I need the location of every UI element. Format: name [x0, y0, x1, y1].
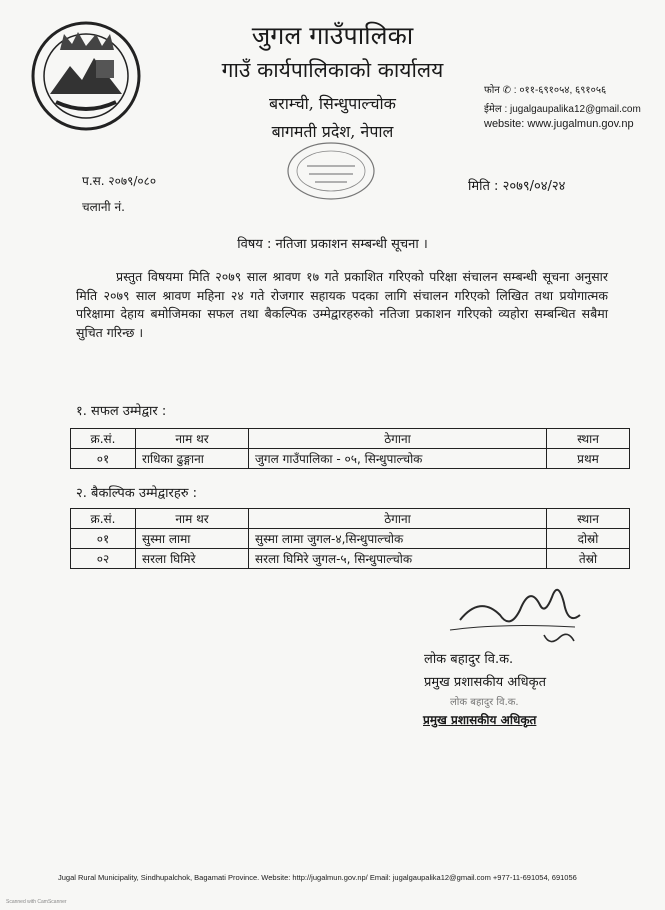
footer-contact: Jugal Rural Municipality, Sindhupalchok, Bagamati Province. Website: http://jugalmun.gov.np/ Email: jugalgaupalika12@gmail.com +977-11-691054, 691056 — [58, 873, 577, 882]
col-serial: क्र.सं. — [71, 429, 136, 449]
cell-position: प्रथम — [547, 449, 630, 469]
table-header-row — [71, 509, 630, 529]
signatory-stamp-title: प्रमुख प्रशासकीय अधिकृत — [423, 713, 537, 727]
cell-address: सुस्मा लामा जुगल-४,सिन्धुपाल्चोक — [249, 529, 547, 549]
col-position: स्थान — [547, 509, 630, 529]
cell-address: सरला घिमिरे जुगल-५, सिन्धुपाल्चोक — [249, 549, 547, 569]
office-name: गाउँ कार्यपालिकाको कार्यालय — [221, 58, 444, 82]
cell-name: सरला घिमिरे — [136, 549, 249, 569]
col-name: नाम थर — [136, 509, 249, 529]
scanner-watermark: Scanned with CamScanner — [6, 899, 67, 905]
cell-position: तेस्रो — [547, 549, 630, 569]
province: बागमती प्रदेश, नेपाल — [271, 122, 394, 141]
table-header-row — [71, 429, 630, 449]
location: बराम्ची, सिन्धुपाल्चोक — [269, 94, 396, 113]
subject-line: विषय : नतिजा प्रकाशन सम्बन्धी सूचना । — [237, 237, 428, 252]
signature-icon — [440, 575, 590, 655]
cell-serial: ०१ — [71, 449, 136, 469]
col-address: ठेगाना — [249, 509, 547, 529]
alternate-candidates-table — [70, 508, 630, 569]
cell-address: जुगल गाउँपालिका - ०५, सिन्धुपाल्चोक — [249, 449, 547, 469]
col-name: नाम थर — [136, 429, 249, 449]
successful-candidates-table — [70, 428, 630, 469]
col-address: ठेगाना — [249, 429, 547, 449]
signatory-title: प्रमुख प्रशासकीय अधिकृत — [424, 675, 547, 690]
section-alternate-title: २. बैकल्पिक उम्मेद्वारहरु : — [76, 486, 198, 501]
cell-position: दोस्रो — [547, 529, 630, 549]
signatory-name: लोक बहादुर वि.क. — [424, 652, 514, 667]
cell-serial: ०२ — [71, 549, 136, 569]
cell-name: सुस्मा लामा — [136, 529, 249, 549]
letter-date: मिति : २०७९/०४/२४ — [468, 179, 566, 194]
table-row — [71, 529, 630, 549]
col-serial: क्र.सं. — [71, 509, 136, 529]
section-successful-title: १. सफल उम्मेद्वार : — [76, 404, 167, 419]
cell-name: राधिका ढुङ्गाना — [136, 449, 249, 469]
office-stamp-icon — [285, 140, 377, 202]
dispatch-number: चलानी नं. — [82, 200, 125, 214]
cell-serial: ०१ — [71, 529, 136, 549]
table-row — [71, 449, 630, 469]
reference-number: प.स. २०७९/०८० — [82, 174, 157, 188]
col-position: स्थान — [547, 429, 630, 449]
phone-text: फोन ✆ : ०११-६९१०५४, ६९१०५६ — [484, 85, 607, 96]
org-name: जुगल गाउँपालिका — [251, 21, 414, 50]
table-row — [71, 549, 630, 569]
signatory-stamp-name: लोक बहादुर वि.क. — [450, 697, 519, 708]
email-text: ईमेल : jugalgaupalika12@gmail.com — [484, 104, 641, 115]
body-paragraph: प्रस्तुत विषयमा मिति २०७९ साल श्रावण १७ गते प्रकाशित गरिएको परिक्षा संचालन सम्बन्धी सूचना अनुसार मिति २०७९ साल श्रावण महिना २४ गते रोजगार सहायक पदका लागि संचालन गरिएको लिखित तथा प्रयोगात्मक परिक्षामा देहाय बमोजिमका सफल तथा बैकल्पिक उम्मेद्वारहरुको नतिजा प्रकाशन गरिएको व्यहोरा सम्बन्धित सबैमा सुचित गरिन्छ । — [76, 269, 608, 340]
website-text: website: www.jugalmun.gov.np — [484, 118, 634, 130]
